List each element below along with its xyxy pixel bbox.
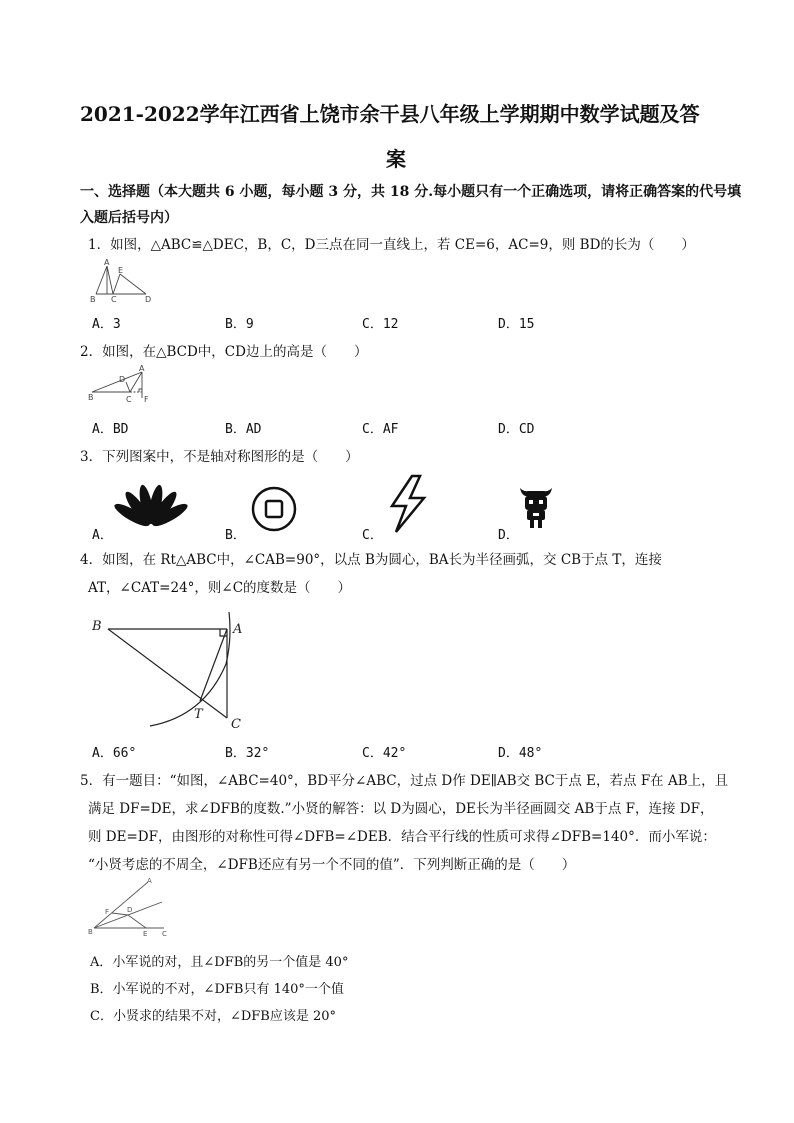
lightning-bolt-icon [386, 474, 430, 534]
question-4-option-a[interactable]: A．66° [92, 746, 137, 761]
question-1-option-c[interactable]: C．12 [362, 317, 399, 332]
question-5-stem-line-2: 满足 DF=DE，求∠DFB的度数.”小贤的解答：以 D为圆心，DE长为半径画圆交 AB于点 F，连接 DF， [88, 801, 714, 817]
question-5-stem-line-3: 则 DE=DF，由图形的对称性可得∠DFB=∠DEB．结合平行线的性质可求得∠DFB=140°．而小军说： [88, 829, 716, 845]
question-3-option-d[interactable]: D． [498, 528, 519, 543]
q1-label-a: A [104, 258, 110, 267]
question-4-stem-line-2: AT，∠CAT=24°，则∠C的度数是（ ） [88, 580, 352, 596]
section-heading-line-1: 一、选择题（本大题共 6 小题，每小题 3 分，共 18 分.每小题只有一个正确选项，请将正确答案的代号填 [80, 184, 742, 200]
question-4-figure [86, 604, 256, 734]
page-title-line-1: 2021-2022学年江西省上饶市余干县八年级上学期期中数学试题及答 [80, 102, 700, 126]
question-2-option-d[interactable]: D．CD [498, 422, 535, 437]
question-2-option-c[interactable]: C．AF [362, 422, 399, 437]
question-3-option-b[interactable]: B． [225, 528, 246, 543]
q2-label-f: F [144, 395, 149, 404]
fan-petal-logo-icon [114, 482, 188, 528]
question-4-option-c[interactable]: C．42° [362, 746, 407, 761]
q4-label-b: B [92, 619, 102, 634]
question-3-option-a[interactable]: A． [92, 528, 113, 543]
q5-label-d: D [127, 906, 133, 914]
page-title-line-2: 案 [386, 147, 406, 171]
q4-label-t: T [194, 707, 203, 722]
q1-label-b: B [90, 295, 96, 304]
q4-label-a: A [233, 622, 243, 637]
question-5-stem-line-4: “小贤考虑的不周全，∠DFB还应有另一个不同的值”．下列判断正确的是（ ） [88, 857, 576, 873]
question-4-stem-line-1: 4．如图，在 Rt△ABC中，∠CAB=90°，以点 B为圆心，BA长为半径画弧，交 CB于点 T，连接 [80, 552, 662, 568]
question-2-option-a[interactable]: A．BD [92, 422, 129, 437]
q2-label-d: D [119, 375, 126, 384]
q5-label-c: C [162, 930, 167, 938]
question-1-option-d[interactable]: D．15 [498, 317, 535, 332]
coin-square-hole-icon [250, 485, 298, 533]
q1-label-e: E [118, 266, 124, 275]
question-2-stem: 2．如图，在△BCD中，CD边上的高是（ ） [80, 344, 368, 360]
ox-head-emblem-icon [516, 482, 556, 530]
question-5-stem-line-1: 5．有一题目：“如图，∠ABC=40°，BD平分∠ABC，过点 D作 DE∥AB交 BC于点 E，若点 F在 AB上，且 [80, 773, 729, 789]
question-5-option-a[interactable]: A．小军说的对，且∠DFB的另一个值是 40° [90, 955, 349, 970]
q5-label-b: B [88, 928, 93, 936]
question-1-option-b[interactable]: B．9 [225, 317, 254, 332]
q2-label-b: B [88, 393, 94, 402]
question-5-figure [88, 876, 168, 940]
question-5-option-c[interactable]: C．小贤求的结果不对，∠DFB应该是 20° [90, 1009, 337, 1024]
q5-label-f: F [105, 908, 110, 916]
q4-label-c: C [231, 717, 241, 732]
q5-label-e: E [143, 930, 148, 938]
question-1-option-a[interactable]: A．3 [92, 317, 121, 332]
question-5-option-b[interactable]: B．小军说的不对，∠DFB只有 140°一个值 [90, 982, 344, 997]
question-1-figure [88, 258, 158, 304]
section-heading-line-2: 入题后括号内） [80, 210, 178, 226]
q2-label-a: A [139, 364, 145, 373]
q1-label-d: D [145, 295, 152, 304]
question-4-option-b[interactable]: B．32° [225, 746, 270, 761]
question-4-option-d[interactable]: D．48° [498, 746, 543, 761]
q2-label-c: C [126, 395, 132, 404]
question-2-figure [88, 364, 154, 408]
question-3-option-c[interactable]: C． [362, 528, 383, 543]
q1-label-c: C [111, 295, 117, 304]
question-2-option-b[interactable]: B．AD [225, 422, 262, 437]
q5-label-a: A [147, 877, 152, 885]
question-3-stem: 3．下列图案中，不是轴对称图形的是（ ） [80, 449, 359, 465]
question-1-stem: 1．如图，△ABC≌△DEC，B，C，D三点在同一直线上，若 CE=6，AC=9，则 BD的长为（ ） [88, 237, 695, 253]
